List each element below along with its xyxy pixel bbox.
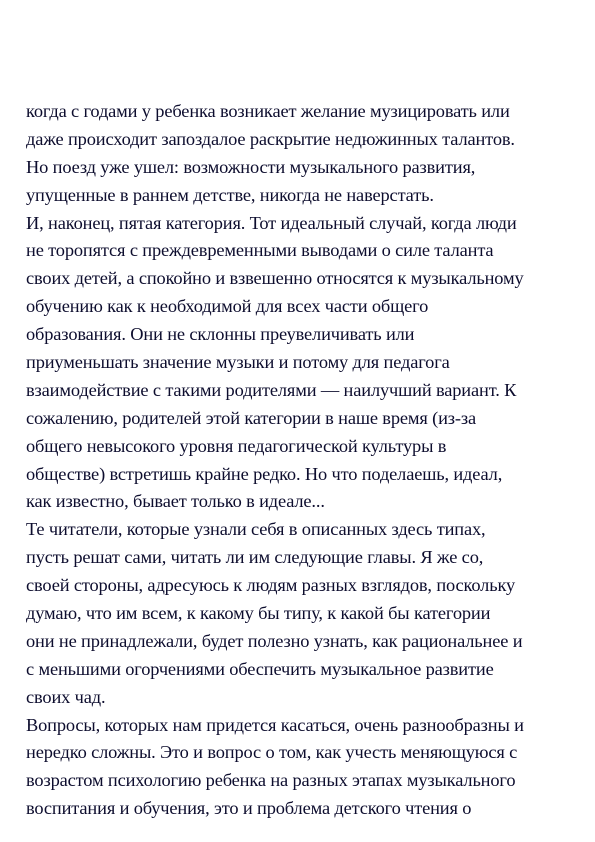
text-line: когда с годами у ребенка возникает желание музицировать или (26, 101, 510, 121)
body-text (26, 98, 586, 823)
text-line: воспитания и обучения, это и проблема детского чтения о (26, 798, 472, 819)
text-line: пусть решат сами, читать ли им следующие главы. Я же со, (26, 547, 484, 568)
text-line: обучению как к необходимой для всех части общего (26, 296, 429, 317)
text-line: образования. Они не склонны преувеличивать или (26, 324, 415, 345)
text-line: Те читатели, которые узнали себя в описанных здесь типах, (26, 519, 486, 540)
text-line: возрастом психологию ребенка на разных этапах музыкального (26, 770, 516, 791)
text-line: даже происходит запоздалое раскрытие недюжинных талантов. (26, 128, 515, 149)
text-line: Вопросы, которых нам придется касаться, очень разнообразны и (26, 714, 524, 735)
text-line: думаю, что им всем, к какому бы типу, к какой бы категории (26, 603, 491, 624)
text-line: сожалению, родителей этой категории в наше время (из-за (26, 407, 477, 428)
text-line: своих детей, а спокойно и взвешенно относятся к музыкальному (26, 268, 524, 289)
text-line: взаимодействие с такими родителями — наилучший вариант. К (26, 379, 517, 400)
text-line: общего невысокого уровня педагогической культуры в (26, 435, 447, 456)
text-line: Но поезд уже ушел: возможности музыкального развития, (26, 156, 476, 177)
text-line: с меньшими огорчениями обеспечить музыкальное развитие (26, 658, 494, 679)
text-line: они не принадлежали, будет полезно узнать, как рациональнее и (26, 630, 523, 651)
text-line: приуменьшать значение музыки и потому для педагога (26, 352, 450, 373)
text-line: своей стороны, адресуюсь к людям разных взглядов, поскольку (26, 575, 516, 596)
text-line: нередко сложны. Это и вопрос о том, как учесть меняющуюся с (26, 742, 518, 763)
text-line: обществе) встретишь крайне редко. Но что поделаешь, идеал, (26, 463, 503, 484)
text-line: как известно, бывает только в идеале... (26, 491, 325, 512)
text-line: И, наконец, пятая категория. Тот идеальный случай, когда люди (26, 212, 517, 233)
text-line: не торопятся с преждевременными выводами о силе таланта (26, 240, 494, 261)
text-line: своих чад. (26, 686, 106, 707)
text-line: упущенные в раннем детстве, никогда не наверстать. (26, 184, 434, 205)
